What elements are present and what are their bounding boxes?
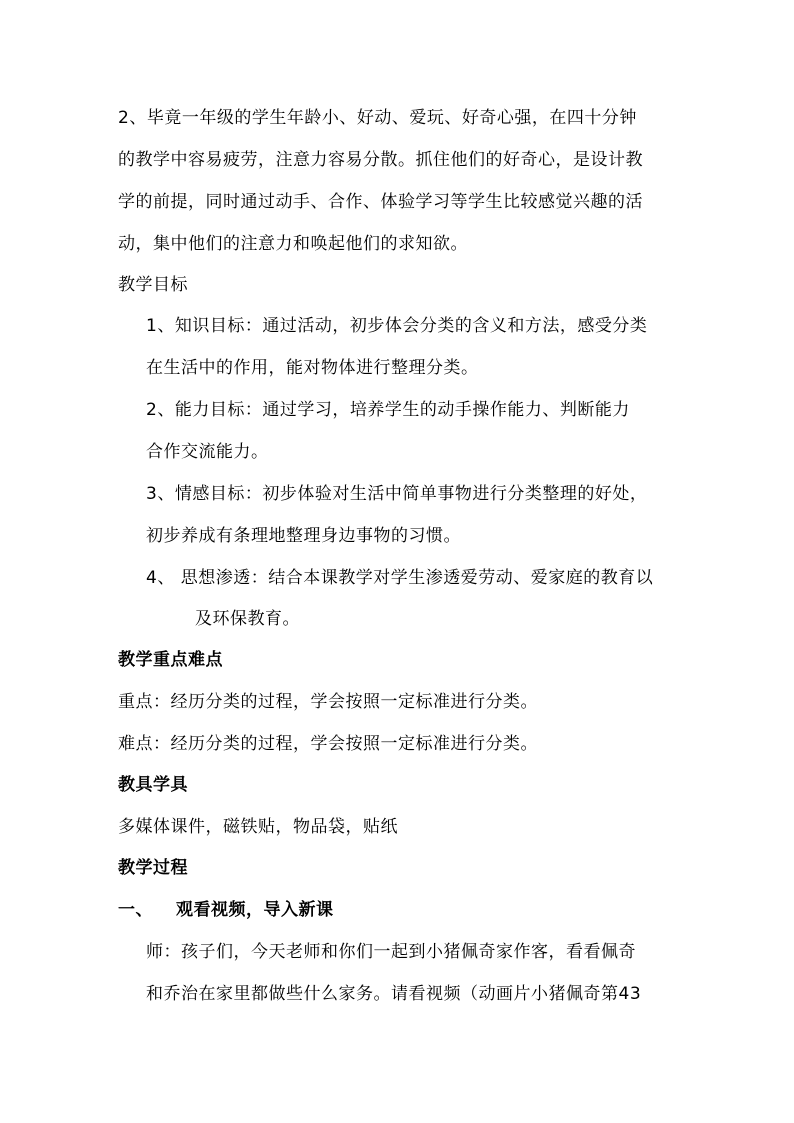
intro-line-1: 2、毕竟一年级的学生年龄小、好动、爱玩、好奇心强，在四十分钟: [118, 108, 637, 128]
objective-ideology-line-1: 4、 思想渗透：结合本课教学对学生渗透爱劳动、爱家庭的教育以: [146, 568, 654, 588]
teacher-line-2: 和乔治在家里都做些什么家务。请看视频（动画片小猪佩奇第43: [146, 984, 642, 1004]
intro-line-2: 的教学中容易疲劳，注意力容易分散。抓住他们的好奇心，是设计教: [118, 150, 643, 170]
key-point-focus: 重点：经历分类的过程，学会按照一定标准进行分类。: [118, 692, 538, 712]
objective-ideology-line-2: 及环保教育。: [195, 609, 300, 629]
teacher-line-1: 师：孩子们，今天老师和你们一起到小猪佩奇家作客，看看佩奇: [146, 942, 636, 962]
materials-text: 多媒体课件，磁铁贴，物品袋，贴纸: [118, 817, 398, 837]
objectives-heading: 教学目标: [118, 275, 188, 295]
section-1-title: 观看视频，导入新课: [176, 900, 334, 920]
intro-line-3: 学的前提，同时通过动手、合作、体验学习等学生比较感觉兴趣的活: [118, 192, 643, 212]
process-heading: 教学过程: [118, 858, 188, 878]
objective-emotion-line-1: 3、情感目标：初步体验对生活中简单事物进行分类整理的好处，: [146, 484, 648, 504]
objective-ability-line-1: 2、能力目标：通过学习，培养学生的动手操作能力、判断能力: [146, 400, 630, 420]
objective-knowledge-line-1: 1、知识目标：通过活动，初步体会分类的含义和方法，感受分类: [146, 316, 648, 336]
key-point-difficulty: 难点：经历分类的过程，学会按照一定标准进行分类。: [118, 734, 538, 754]
objective-ability-line-2: 合作交流能力。: [146, 442, 269, 462]
objective-knowledge-line-2: 在生活中的作用，能对物体进行整理分类。: [146, 358, 479, 378]
intro-line-4: 动，集中他们的注意力和唤起他们的求知欲。: [118, 234, 468, 254]
objective-emotion-line-2: 初步养成有条理地整理身边事物的习惯。: [146, 526, 461, 546]
key-points-heading: 教学重点难点: [118, 650, 223, 670]
section-1-number: 一、: [118, 900, 153, 920]
materials-heading: 教具学具: [118, 775, 188, 795]
